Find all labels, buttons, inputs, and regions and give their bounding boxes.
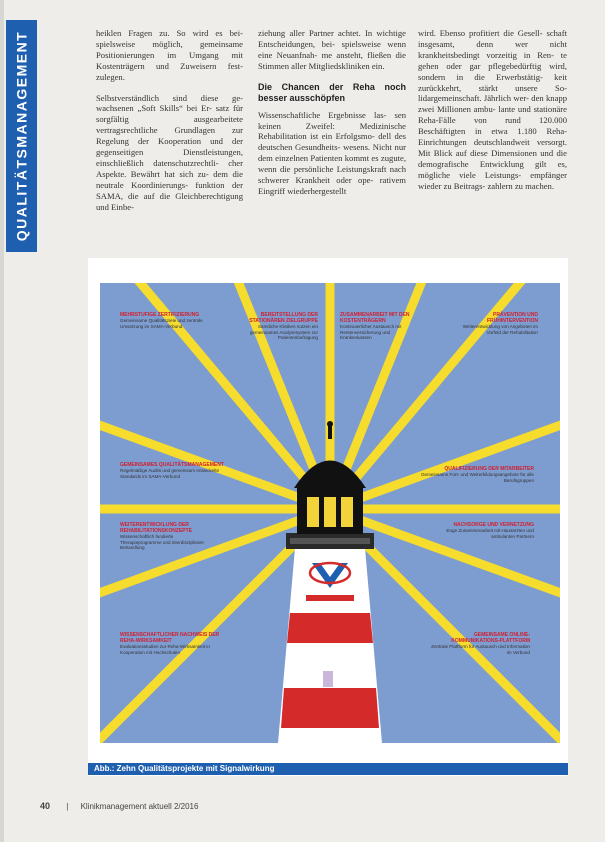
- lantern-spire-top: [327, 421, 333, 427]
- project-label-9: WISSENSCHAFTLICHER NACHWEIS DER REHA-WIRKSAMKEIT Evaluationsstudien zur Reha-Wirksamkeit in Kooperation mit Hochschulen: [120, 632, 220, 655]
- paragraph: ziehung aller Partner achtet. In wichtige Entscheidungen, bei- spielsweise wenn eine Neuanfnah- me ansteht, fließen die Stimmen aller Mitgliedskliniken ein.: [258, 28, 406, 71]
- project-label-6: QUALIFIZIERUNG DER MITARBEITER Gemeinsame Fort- und Weiterbildungsangebote für alle Berufsgruppen: [420, 466, 534, 483]
- page-fold-shadow: [0, 0, 4, 842]
- lighthouse-window: [323, 671, 333, 687]
- red-stripe-2: [281, 688, 379, 728]
- project-label-3: ZUSAMMENARBEIT MIT DEN KOSTENTRÄGERN Kontinuierlicher Austausch mit Rentenversicherung und Krankenkassen: [340, 312, 410, 341]
- project-label-7: WEITERENTWICKLUNG DER REHABILITATIONSKONZEPTE Wissenschaftlich fundierte Therapieprogramme und interdisziplinäre Behandlung: [120, 522, 204, 551]
- section-heading: Die Chancen der Reha noch besser ausschöpfen: [258, 81, 406, 103]
- red-stripe-1: [287, 613, 373, 643]
- logo-banner: [306, 595, 354, 601]
- figure-caption: Abb.: Zehn Qualitätsprojekte mit Signalwirkung: [88, 763, 568, 775]
- paragraph: Selbstverständlich sind diese ge- wachsenen „Soft Skills“ bei Er- satz für sorgfältig ausgearbeitete vertragsrechtliche Grundlagen zur Regelung der Kooperation und der gegenseitigen Dienstleistungen, einschließlich datenschutzrechtli- cher Aspekte. Bewährt hat sich zu- dem die neutrale Koordinierungs- funktion der SAMA, die auf die Gleichberechtigung und Einbe-: [96, 92, 243, 212]
- paragraph: wird. Ebenso profitiert die Gesell- schaft insgesamt, denn wer nicht krankheitsbedingt vorzeitig in Ren- te gehen oder gar pflegebedürftig wird, sondern in die Erwerbstätig- keit zurückkehrt, stärkt unsere So- lidargemeinschaft. Jährlich wer- den knapp zwei Millionen ambu- lante und stationäre Reha-Fälle von rund 120.000 Beschäftigten in etwa 1.180 Reha-Einrichtungen deutschlandweit versorgt. Mit Blick auf diese Dimensionen und die demografische Entwicklung gilt es, mögliche viele Leistungs- empfänger wieder zu Beitrags- zahlern zu machen.: [418, 28, 567, 191]
- gallery-rail-stripes: [290, 538, 370, 544]
- text-column-2: [258, 28, 406, 207]
- text-column-3: [418, 28, 567, 202]
- project-label-5: GEMEINSAMES QUALITÄTSMANAGEMENT Regelmäßige Audits und gemeinsam entwickelte Standards im SAMA-Verbund: [120, 462, 224, 479]
- project-label-8: NACHSORGE UND VERNETZUNG Enge Zusammenarbeit mit Hausärzten und ambulanten Partnern: [446, 522, 534, 539]
- page-number: 40: [40, 801, 51, 811]
- lantern-glass-3: [341, 497, 353, 527]
- project-label-1: MEHRSTUFIGE ZERTIFIZIERUNG Gemeinsame Qualitätsziele und zentrale Umsetzung im SAMA-Verbund: [120, 312, 203, 329]
- page-footer: [40, 801, 198, 811]
- section-sidebar-tab: [6, 20, 37, 252]
- paragraph: Wissenschaftliche Ergebnisse las- sen keinen Zweifel: Medizinische Rehabilitation ist ein Erfolgsmo- dell des deutschen Gesundheits- wesens. Nicht nur dem einzelnen Patienten kommt es zugute, wenn die persönliche Leistungskraft nach schwerer Krankheit oder ope- rativem Eingriff wiederhergestellt: [258, 109, 406, 196]
- lantern-glass-1: [307, 497, 319, 527]
- footer-separator: |: [66, 802, 69, 811]
- project-label-2: BEREITSTELLUNG DER STATIONÄREN ZIELGRUPPE Sämtliche Kliniken nutzen ein gemeinsames Analysesystem zur Patientenbefragung: [249, 312, 318, 341]
- paragraph: heiklen Fragen zu. So wird es bei- spielsweise möglich, gemeinsame Positionierungen im Umgang mit Kostenträgern und Zuweisern fest- zulegen.: [96, 28, 243, 82]
- publication-name: Klinikmanagement aktuell 2/2016: [80, 802, 199, 811]
- lighthouse-figure: [100, 283, 560, 743]
- text-column-1: [96, 28, 243, 223]
- lantern-spire: [328, 425, 332, 439]
- lantern-glass-2: [324, 497, 336, 527]
- section-label: QUALITÄTSMANAGEMENT: [13, 30, 30, 242]
- project-label-4: PRÄVENTION UND FRÜHINTERVENTION Weiterentwicklung von Angeboten im Vorfeld der Rehabilitation: [462, 312, 538, 335]
- project-label-10: GEMEINSAME ONLINE-KOMMUNIKATIONS-PLATTFORM Zentrale Plattform für Austausch und Information im Verbund: [431, 632, 530, 655]
